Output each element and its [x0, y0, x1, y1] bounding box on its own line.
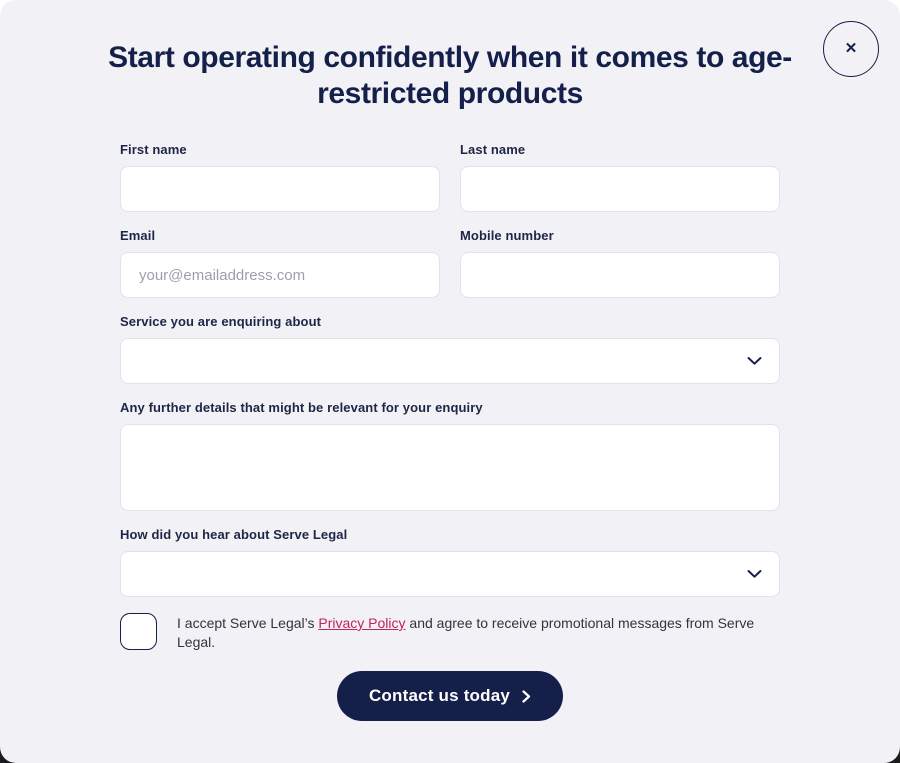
contact-submit-button[interactable]	[337, 671, 563, 721]
contact-submit-label: Contact us today	[368, 686, 511, 705]
close-button[interactable]	[823, 21, 879, 77]
page-title: Start operating confidently when it comes to age-restricted products	[108, 41, 792, 110]
service-label: Service you are enquiring about	[120, 314, 322, 329]
details-label: Any further details that might be relevant for your enquiry	[120, 400, 483, 415]
consent-text-after: and agree to receive promotional messages from Serve Legal.	[177, 615, 755, 650]
hear-about-field-group	[120, 527, 780, 597]
privacy-policy-link[interactable]: Privacy Policy	[318, 615, 406, 631]
contact-form	[120, 142, 780, 721]
details-textarea[interactable]	[120, 424, 780, 511]
consent-text	[177, 613, 780, 652]
consent-row	[120, 613, 780, 652]
first-name-input[interactable]	[120, 166, 440, 212]
email-field-group	[120, 228, 440, 298]
mobile-label: Mobile number	[460, 228, 554, 243]
last-name-field-group	[460, 142, 780, 212]
consent-text-before: I accept Serve Legal’s	[177, 615, 319, 631]
close-icon: ✕	[844, 39, 858, 57]
last-name-label: Last name	[460, 142, 526, 157]
hear-about-label: How did you hear about Serve Legal	[120, 527, 348, 542]
email-label: Email	[120, 228, 156, 243]
email-input[interactable]	[120, 252, 440, 298]
last-name-input[interactable]	[460, 166, 780, 212]
details-field-group	[120, 400, 780, 511]
service-field-group	[120, 314, 780, 384]
privacy-consent-checkbox[interactable]	[120, 613, 157, 650]
first-name-field-group	[120, 142, 440, 212]
mobile-input[interactable]	[460, 252, 780, 298]
first-name-label: First name	[120, 142, 187, 157]
hear-about-select[interactable]	[120, 551, 780, 597]
service-select[interactable]	[120, 338, 780, 384]
mobile-field-group	[460, 228, 780, 298]
chevron-right-icon	[522, 690, 531, 703]
